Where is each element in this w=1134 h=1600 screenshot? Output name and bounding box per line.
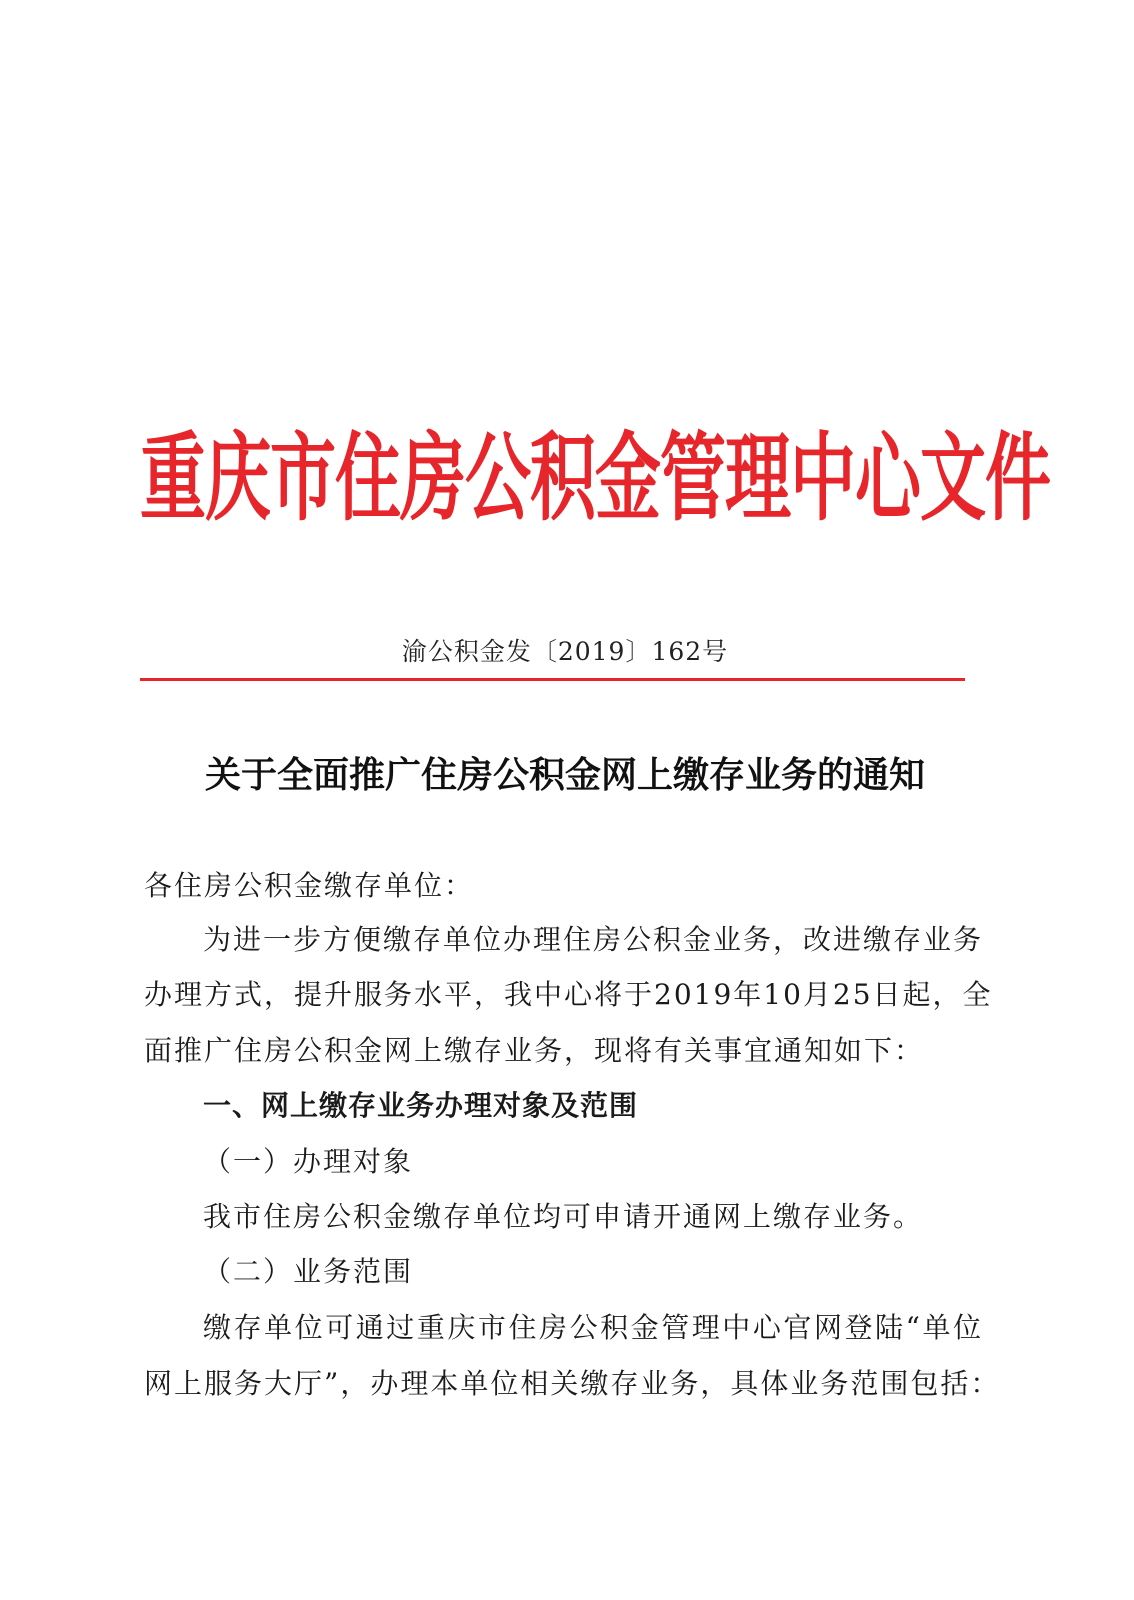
subsection1-heading: （一）办理对象 (203, 1145, 414, 1178)
paragraph1-line1: 为进一步方便缴存单位办理住房公积金业务，改进缴存业务 (203, 923, 984, 956)
document-number: 渝公积金发〔2019〕162号 (401, 637, 729, 666)
document-title: 关于全面推广住房公积金网上缴存业务的通知 (204, 754, 925, 796)
red-divider-line (140, 678, 965, 681)
subsection1-text: 我市住房公积金缴存单位均可申请开通网上缴存业务。 (203, 1200, 924, 1233)
salutation: 各住房公积金缴存单位： (144, 869, 475, 902)
paragraph1-line3: 面推广住房公积金网上缴存业务，现将有关事宜通知如下： (144, 1034, 925, 1067)
subsection2-text-line2: 网上服务大厅”，办理本单位相关缴存业务，具体业务范围包括： (144, 1367, 1001, 1400)
subsection2-text-line1: 缴存单位可通过重庆市住房公积金管理中心官网登陆“单位 (203, 1311, 983, 1344)
section1-heading: 一、网上缴存业务办理对象及范围 (203, 1089, 639, 1122)
paragraph1-line2: 办理方式，提升服务水平，我中心将于2019年10月25日起，全 (144, 978, 993, 1011)
document-masthead: 重庆市住房公积金管理中心文件 (140, 422, 1050, 535)
subsection2-heading: （二）业务范围 (203, 1255, 414, 1288)
